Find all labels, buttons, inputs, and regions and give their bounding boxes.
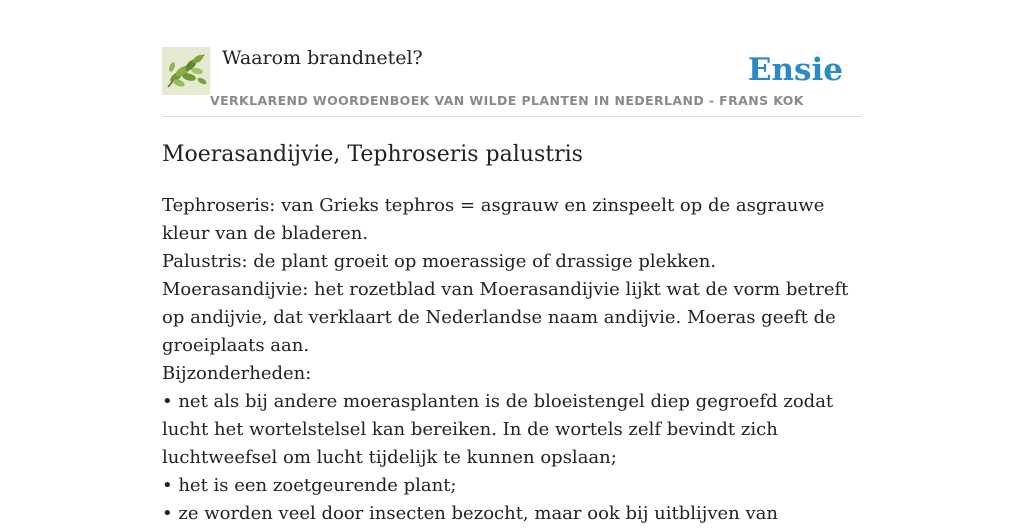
site-subtitle[interactable]: VERKLAREND WOORDENBOEK VAN WILDE PLANTEN IN NEDERLAND - FRANS KOK [210,93,804,108]
avatar[interactable] [162,47,210,95]
entry-line: Bijzonderheden: [162,363,312,384]
entry-line: • het is een zoetgeurende plant; [162,475,457,496]
entry-line: Tephroseris: van Grieks tephros = asgrauw en zinspeelt op de asgrauwe kleur van de bladeren. [162,195,825,244]
entry-line: • net als bij andere moerasplanten is de bloeistengel diep gegroefd zodat lucht het wortelstelsel kan bereiken. In de wortels zelf bevindt zich luchtweefsel om lucht tijdelijk te kunnen opslaan; [162,391,834,468]
entry-line: Palustris: de plant groeit op moerassige of drassige plekken. [162,251,717,272]
entry-page [162,0,862,524]
entry-body [162,192,862,528]
entry-line: • ze worden veel door insecten bezocht, maar ook bij uitblijven van [162,503,778,524]
brand-logo[interactable]: Ensie [747,52,843,88]
site-header [162,0,862,117]
leaf-illustration-icon [162,47,210,95]
site-title[interactable]: Waarom brandnetel? [222,47,423,69]
entry-line: Moerasandijvie: het rozetblad van Moerasandijvie lijkt wat de vorm betreft op andijvie, dat verklaart de Nederlandse naam andijvie. Moeras geeft de groeiplaats aan. [162,279,849,356]
entry-title: Moerasandijvie, Tephroseris palustris [162,142,583,167]
